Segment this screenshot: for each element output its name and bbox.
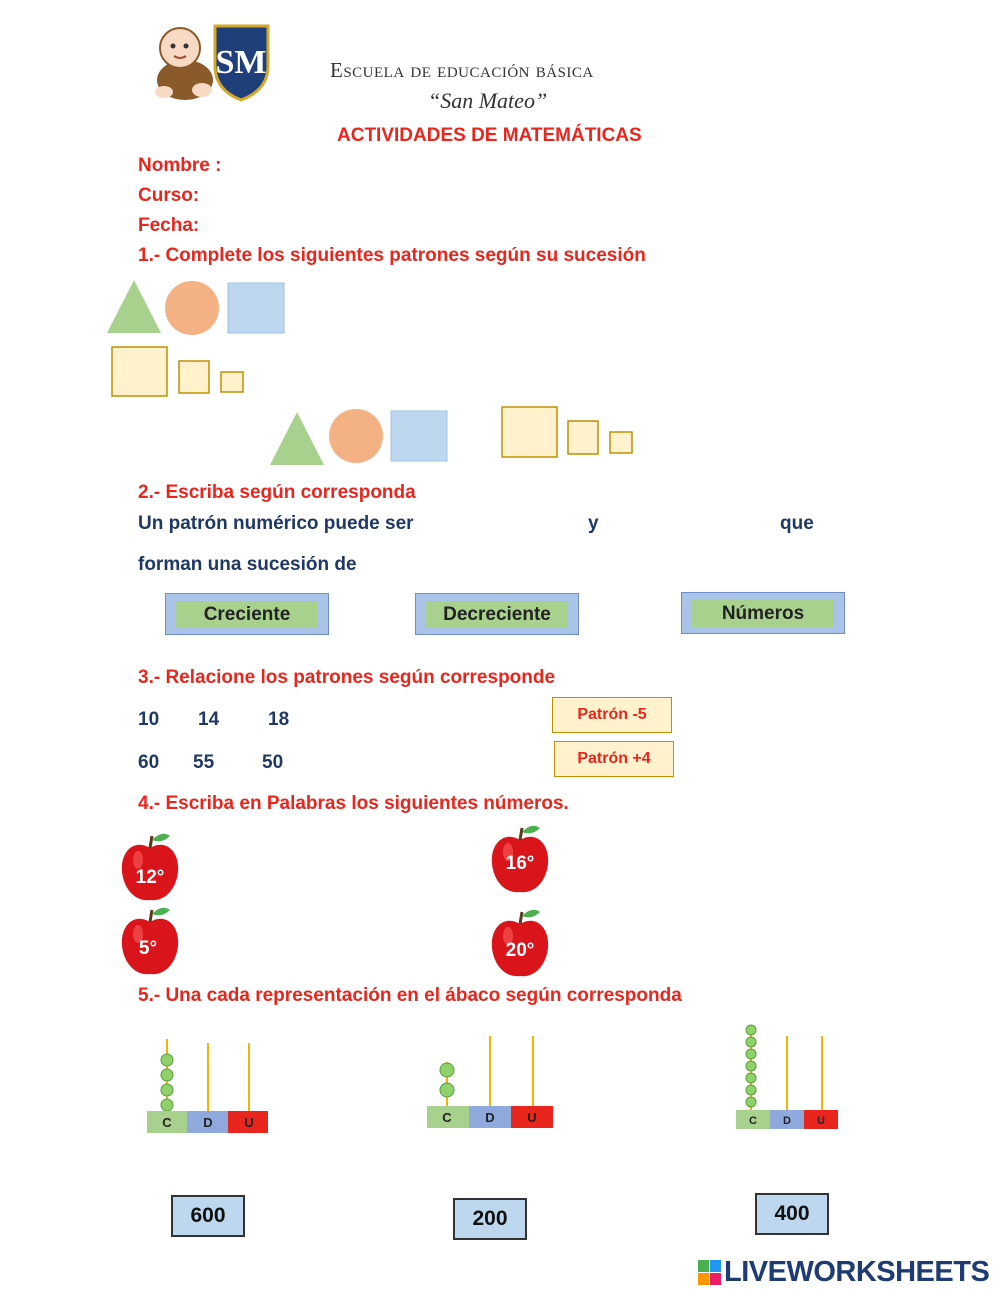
abacus-bead	[161, 1054, 173, 1066]
square-shape	[391, 411, 447, 461]
medium-square	[179, 361, 209, 393]
apple-icon	[122, 834, 178, 900]
pattern-minus5-box[interactable]: Patrón -5	[552, 697, 672, 733]
abacus-bead	[746, 1097, 756, 1107]
medium-square	[568, 421, 598, 454]
q4-title: 4.- Escriba en Palabras los siguientes números.	[138, 793, 569, 814]
answer-box-400[interactable]: 400	[755, 1193, 829, 1235]
svg-text:D: D	[485, 1110, 495, 1125]
q3-title: 3.- Relacione los patrones según corresponde	[138, 667, 556, 688]
square-shape	[228, 283, 284, 333]
svg-text:16°: 16°	[505, 853, 535, 874]
abacus-2	[425, 1032, 555, 1132]
circle-shape	[329, 409, 383, 463]
pattern-plus4-box[interactable]: Patrón +4	[554, 741, 674, 777]
word-option-label: Números	[692, 600, 834, 627]
q3-row2-num: 60	[138, 752, 160, 773]
small-square	[221, 372, 243, 392]
abacus-bead	[746, 1037, 756, 1047]
svg-text:SM: SM	[215, 44, 267, 81]
q3-row1-num: 14	[198, 709, 220, 730]
apple-icon	[492, 826, 548, 892]
svg-text:U: U	[244, 1115, 254, 1130]
liveworksheets-logo	[698, 1256, 989, 1289]
q3-row1-num: 10	[138, 709, 160, 730]
svg-text:20°: 20°	[505, 940, 535, 961]
large-square	[502, 407, 557, 457]
abacus-bead	[746, 1025, 756, 1035]
apple-icon	[122, 908, 178, 974]
abacus-3	[735, 1024, 840, 1134]
abacus-bead	[161, 1084, 173, 1096]
triangle-shape	[107, 280, 161, 333]
svg-text:D: D	[203, 1115, 213, 1130]
q5-title: 5.- Una cada representación en el ábaco según corresponda	[138, 985, 682, 1006]
svg-text:U: U	[817, 1115, 825, 1127]
abacus-bead	[746, 1061, 756, 1071]
page-title: ACTIVIDADES DE MATEMÁTICAS	[337, 125, 642, 146]
svg-text:C: C	[749, 1115, 757, 1127]
abacus-bead	[746, 1073, 756, 1083]
school-label: Escuela de educación básica	[330, 58, 594, 82]
svg-text:12°: 12°	[135, 867, 165, 888]
abacus-bead	[161, 1099, 173, 1111]
q1-title: 1.- Complete los siguientes patrones según su sucesión	[138, 245, 646, 266]
circle-shape	[165, 281, 219, 335]
answer-box-200[interactable]: 200	[453, 1198, 527, 1240]
apple-icon	[492, 910, 548, 976]
abacus-bead	[440, 1083, 454, 1097]
q2-line2: forman una sucesión de	[138, 554, 357, 575]
abacus-bead	[161, 1069, 173, 1081]
q2-line1-mid: y	[588, 513, 599, 534]
abacus-bead	[746, 1085, 756, 1095]
name-label: Nombre :	[138, 155, 222, 176]
school-name: “San Mateo”	[428, 88, 548, 113]
word-option-decreciente[interactable]	[415, 593, 579, 635]
word-option-creciente[interactable]	[165, 593, 329, 635]
q3-row2-num: 50	[262, 752, 284, 773]
abacus-bead	[440, 1063, 454, 1077]
word-option-label: Decreciente	[426, 601, 568, 628]
brand-text: LIVEWORKSHEETS	[724, 1256, 990, 1288]
svg-text:C: C	[442, 1110, 452, 1125]
q3-row1-num: 18	[268, 709, 290, 730]
svg-text:5°: 5°	[138, 938, 158, 959]
q3-row2-num: 55	[193, 752, 215, 773]
liveworksheets-icon	[698, 1260, 722, 1286]
q2-line1-start: Un patrón numérico puede ser	[138, 513, 414, 534]
triangle-shape	[270, 412, 324, 465]
q2-title: 2.- Escriba según corresponda	[138, 482, 416, 503]
abacus-1	[145, 1035, 270, 1137]
pattern-shapes	[100, 275, 660, 470]
large-square	[112, 347, 167, 396]
svg-text:C: C	[162, 1115, 172, 1130]
svg-text:D: D	[783, 1115, 791, 1127]
small-square	[610, 432, 632, 453]
word-option-numeros[interactable]	[681, 592, 845, 634]
word-option-label: Creciente	[176, 601, 318, 628]
course-label: Curso:	[138, 185, 200, 206]
abacus-bead	[746, 1049, 756, 1059]
q2-line1-end: que	[780, 513, 814, 534]
apples-group	[110, 822, 570, 982]
date-label: Fecha:	[138, 215, 200, 236]
answer-box-600[interactable]: 600	[171, 1195, 245, 1237]
school-logo	[140, 18, 275, 103]
svg-text:U: U	[527, 1110, 537, 1125]
